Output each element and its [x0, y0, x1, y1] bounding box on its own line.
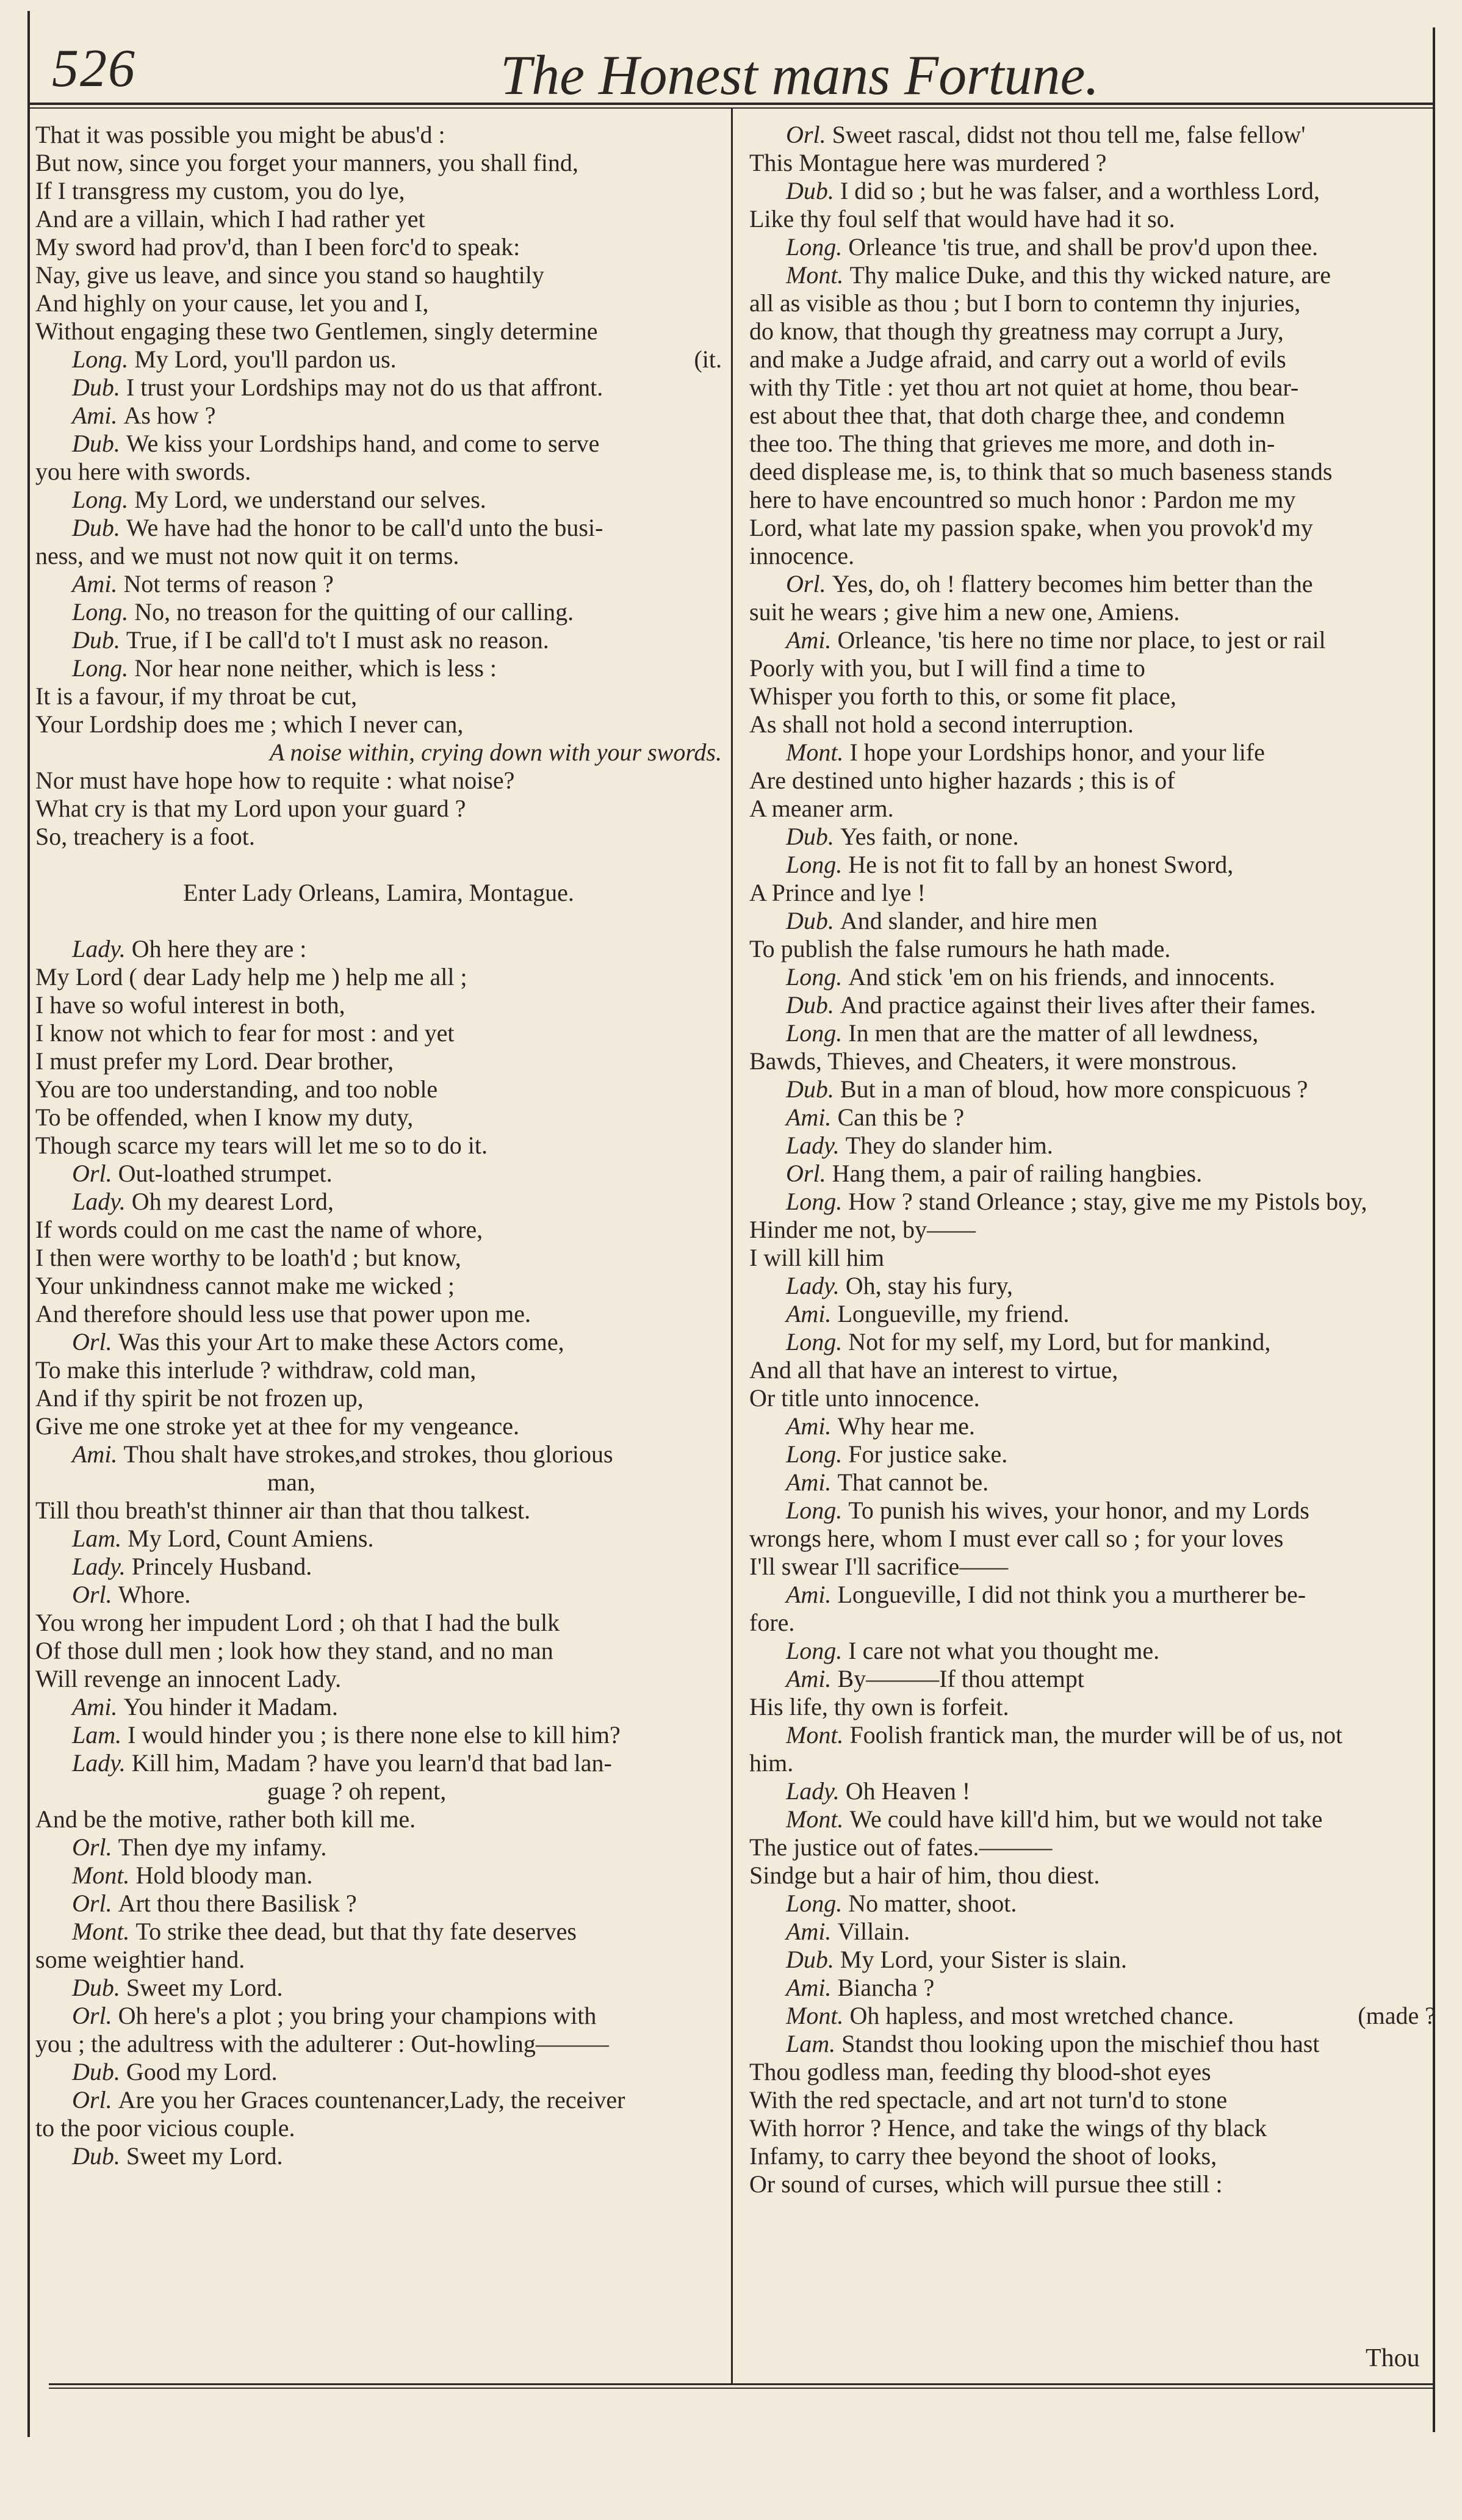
- speaker-name: Long.: [786, 851, 849, 878]
- speaker-name: Lady.: [786, 1777, 846, 1805]
- verse-line: Poorly with you, but I will find a time to: [749, 654, 1145, 682]
- verse-line: Infamy, to carry thee beyond the shoot of looks,: [749, 2142, 1217, 2170]
- page-number: 526: [52, 39, 136, 98]
- verse-line: To make this interlude ? withdraw, cold man,: [35, 1356, 477, 1384]
- speaker-name: Long.: [786, 1328, 849, 1356]
- speech-line: [35, 402, 722, 430]
- speaker-name: Dub.: [72, 2058, 126, 2085]
- verse-line: Your unkindness cannot make me wicked ;: [35, 1272, 455, 1299]
- speech-line: [35, 514, 722, 542]
- verse-line: guage ? oh repent,: [267, 1777, 447, 1805]
- speaker-name: Orl.: [786, 570, 832, 598]
- speaker-name: Dub.: [72, 374, 126, 401]
- speech-line: [749, 2030, 1436, 2058]
- speaker-name: Long.: [786, 963, 849, 991]
- speech-line: [35, 1974, 722, 2002]
- verse-line: As shall not hold a second interruption.: [749, 710, 1134, 738]
- speech-text: Oh here's a plot ; you bring your champions with: [118, 2002, 597, 2029]
- verse-line: Nor must have hope how to requite : what noise?: [35, 767, 515, 794]
- speaker-name: Dub.: [786, 907, 840, 934]
- verse-line: to the poor vicious couple.: [35, 2114, 295, 2142]
- speech-text: Oh hapless, and most wretched chance.: [849, 2002, 1234, 2029]
- speech-line: [749, 1918, 1436, 1946]
- speech-text: Why hear me.: [837, 1412, 975, 1440]
- speech-line: [35, 345, 722, 374]
- speaker-name: Ami.: [786, 1468, 838, 1496]
- speech-line: [749, 1188, 1436, 1216]
- speech-line: [749, 1890, 1436, 1918]
- scene-heading: Enter Lady Orleans, Lamira, Montague.: [183, 879, 574, 906]
- speech-text: By———If thou attempt: [837, 1665, 1084, 1692]
- verse-line: And all that have an interest to virtue,: [749, 1356, 1118, 1384]
- speech-text: Out-loathed strumpet.: [118, 1160, 333, 1187]
- speaker-name: Lady.: [72, 1553, 132, 1580]
- speech-text: And practice against their lives after their fames.: [840, 991, 1316, 1019]
- speaker-name: Orl.: [72, 1890, 118, 1917]
- speaker-name: Orl.: [72, 1160, 118, 1187]
- speaker-name: Dub.: [72, 2142, 126, 2170]
- speech-text: I did so ; but he was falser, and a worthless Lord,: [840, 177, 1320, 204]
- speech-text: Orleance 'tis true, and shall be prov'd upon thee.: [848, 233, 1318, 261]
- speaker-name: Dub.: [72, 430, 126, 457]
- speech-text: Longueville, my friend.: [837, 1300, 1070, 1327]
- speech-line: [749, 1805, 1436, 1833]
- speaker-name: Mont.: [786, 261, 850, 289]
- speech-line: [749, 261, 1436, 289]
- verse-line: Nay, give us leave, and since you stand so haughtily: [35, 261, 544, 289]
- verse-line: Till thou breath'st thinner air than that thou talkest.: [35, 1496, 531, 1524]
- speaker-name: Mont.: [786, 2002, 850, 2029]
- verse-line: But now, since you forget your manners, you shall find,: [35, 149, 578, 176]
- speech-text: Thy malice Duke, and this thy wicked nature, are: [849, 261, 1331, 289]
- speech-line: [749, 1468, 1436, 1496]
- verse-line: And highly on your cause, let you and I,: [35, 289, 429, 317]
- speech-text: Orleance, 'tis here no time nor place, to jest or rail: [837, 626, 1326, 654]
- speech-text: We could have kill'd him, but we would not take: [849, 1805, 1323, 1833]
- speech-text: Biancha ?: [837, 1974, 935, 2001]
- speech-text: Sweet my Lord.: [126, 1974, 283, 2001]
- speech-line: [35, 1188, 722, 1216]
- speech-text: In men that are the matter of all lewdness,: [848, 1019, 1259, 1047]
- verse-line: You are too understanding, and too noble: [35, 1075, 438, 1103]
- speech-line: [749, 1272, 1436, 1300]
- speech-line: [749, 1103, 1436, 1132]
- verse-line: With horror ? Hence, and take the wings of thy black: [749, 2114, 1267, 2142]
- speaker-name: Lady.: [786, 1272, 846, 1299]
- verse-line: Or title unto innocence.: [749, 1384, 980, 1412]
- speaker-name: Dub.: [786, 1075, 840, 1103]
- speaker-name: Dub.: [72, 626, 126, 654]
- verse-line: I'll swear I'll sacrifice——: [749, 1553, 1009, 1580]
- verse-line: A meaner arm.: [749, 795, 894, 822]
- speech-text: How ? stand Orleance ; stay, give me my Pistols boy,: [848, 1188, 1367, 1215]
- speech-line: [35, 430, 722, 458]
- speaker-name: Ami.: [72, 1440, 124, 1468]
- speech-text: Longueville, I did not think you a murtherer be-: [837, 1581, 1306, 1608]
- speech-text: I hope your Lordships honor, and your life: [849, 738, 1265, 766]
- speaker-name: Ami.: [72, 570, 124, 598]
- speech-line: [749, 907, 1436, 935]
- speech-line: [749, 1777, 1436, 1805]
- speech-line: [35, 2086, 722, 2114]
- verse-line: This Montague here was murdered ?: [749, 149, 1107, 176]
- speaker-name: Long.: [786, 233, 849, 261]
- speech-line: [749, 570, 1436, 598]
- speaker-name: Mont.: [786, 738, 850, 766]
- column-divider: [731, 109, 733, 2385]
- speaker-name: Orl.: [72, 1833, 118, 1861]
- speech-line: [35, 1918, 722, 1946]
- verse-line: Without engaging these two Gentlemen, singly determine: [35, 317, 598, 345]
- speech-line: [749, 233, 1436, 261]
- verse-line: Your Lordship does me ; which I never can,: [35, 710, 464, 738]
- speech-line: [749, 1721, 1436, 1749]
- speaker-name: Long.: [786, 1637, 849, 1664]
- running-title: The Honest mans Fortune.: [500, 44, 1100, 106]
- verse-line: What cry is that my Lord upon your guard ?: [35, 795, 466, 822]
- speech-text: Oh Heaven !: [845, 1777, 971, 1805]
- speech-line: [35, 1328, 722, 1356]
- speaker-name: Long.: [72, 486, 135, 513]
- verse-line: A Prince and lye !: [749, 879, 926, 906]
- speaker-name: Mont.: [72, 1861, 136, 1889]
- speech-text: You hinder it Madam.: [123, 1693, 338, 1720]
- verse-line: Bawds, Thieves, and Cheaters, it were monstrous.: [749, 1047, 1237, 1075]
- speech-line: [35, 1721, 722, 1749]
- speech-text: Oh, stay his fury,: [845, 1272, 1013, 1299]
- speech-line: [749, 738, 1436, 767]
- speech-line: [35, 486, 722, 514]
- speech-line: [35, 2002, 722, 2030]
- verse-line: you here with swords.: [35, 458, 251, 485]
- verse-line: fore.: [749, 1609, 795, 1636]
- verse-line: I must prefer my Lord. Dear brother,: [35, 1047, 394, 1075]
- speech-line: [35, 1525, 722, 1553]
- verse-line: The justice out of fates.———: [749, 1833, 1053, 1861]
- speaker-name: Long.: [786, 1890, 849, 1917]
- speech-text: My Lord, you'll pardon us.: [134, 345, 397, 373]
- turnover-text: (it.: [694, 345, 722, 373]
- speech-text: Foolish frantick man, the murder will be of us, not: [849, 1721, 1343, 1749]
- speaker-name: Ami.: [786, 1300, 838, 1327]
- speaker-name: Lady.: [72, 935, 132, 962]
- speech-text: And slander, and hire men: [840, 907, 1098, 934]
- speech-line: [749, 2002, 1436, 2030]
- speech-text: Not terms of reason ?: [123, 570, 334, 598]
- verse-line: Thou godless man, feeding thy blood-shot eyes: [749, 2058, 1211, 2085]
- speech-text: My Lord, your Sister is slain.: [840, 1946, 1127, 1973]
- turnover-text: (made ?: [1358, 2002, 1436, 2029]
- speech-text: Kill him, Madam ? have you learn'd that bad lan-: [131, 1749, 612, 1777]
- verse-line: I know not which to fear for most : and yet: [35, 1019, 455, 1047]
- speech-line: [749, 1581, 1436, 1609]
- speaker-name: Long.: [786, 1440, 849, 1468]
- speaker-name: Ami.: [786, 1918, 838, 1945]
- speech-line: [749, 1496, 1436, 1525]
- verse-line: Hinder me not, by——: [749, 1216, 976, 1243]
- verse-line: I have so woful interest in both,: [35, 991, 345, 1019]
- speech-line: [749, 1132, 1436, 1160]
- verse-line: you ; the adultress with the adulterer : Out-howling———: [35, 2030, 609, 2057]
- speech-text: Hang them, a pair of railing hangbies.: [832, 1160, 1203, 1187]
- verse-line: And if thy spirit be not frozen up,: [35, 1384, 364, 1412]
- verse-line: thee too. The thing that grieves me more, and doth in-: [749, 430, 1275, 457]
- verse-line: To be offended, when I know my duty,: [35, 1103, 414, 1131]
- catchword: Thou: [1366, 2344, 1420, 2372]
- speech-line: [749, 1160, 1436, 1188]
- verse-line: You wrong her impudent Lord ; oh that I had the bulk: [35, 1609, 560, 1636]
- verse-line: It is a favour, if my throat be cut,: [35, 682, 358, 710]
- speech-text: That cannot be.: [837, 1468, 989, 1496]
- speech-line: [35, 1581, 722, 1609]
- speech-text: To strike thee dead, but that thy fate deserves: [135, 1918, 577, 1945]
- verse-line: To publish the false rumours he hath made.: [749, 935, 1171, 962]
- verse-line: with thy Title : yet thou art not quiet at home, thou bear-: [749, 374, 1299, 401]
- verse-line: innocence.: [749, 542, 855, 569]
- speaker-name: Orl.: [72, 2086, 118, 2114]
- frame-left-rule: [27, 11, 30, 2437]
- speaker-name: Dub.: [72, 514, 126, 541]
- speech-line: [35, 654, 722, 682]
- speaker-name: Lam.: [786, 2030, 842, 2057]
- speaker-name: Ami.: [786, 1974, 838, 2001]
- speaker-name: Ami.: [786, 1412, 838, 1440]
- speech-text: Art thou there Basilisk ?: [118, 1890, 357, 1917]
- speech-line: [749, 177, 1436, 205]
- speech-line: [35, 935, 722, 963]
- speech-line: [35, 1861, 722, 1890]
- right-column: [749, 121, 1436, 2198]
- speech-line: [749, 1075, 1436, 1103]
- speech-text: Sweet my Lord.: [126, 2142, 283, 2170]
- speech-text: Good my Lord.: [126, 2058, 278, 2085]
- speech-line: [35, 1749, 722, 1777]
- verse-line: est about thee that, that doth charge thee, and condemn: [749, 402, 1285, 429]
- speech-line: [749, 121, 1436, 149]
- speech-line: [749, 823, 1436, 851]
- speech-text: Sweet rascal, didst not thou tell me, false fellow': [832, 121, 1306, 148]
- speech-text: Whore.: [118, 1581, 191, 1608]
- speaker-name: Ami.: [786, 1581, 838, 1608]
- speech-line: [35, 598, 722, 626]
- speaker-name: Long.: [786, 1496, 849, 1524]
- speech-line: [749, 1665, 1436, 1693]
- footer-rule: [49, 2383, 1434, 2385]
- speaker-name: Lady.: [72, 1749, 132, 1777]
- verse-line: wrongs here, whom I must ever call so ; for your loves: [749, 1525, 1284, 1552]
- speech-text: Are you her Graces countenancer,Lady, the receiver: [118, 2086, 625, 2114]
- verse-line: And therefore should less use that power upon me.: [35, 1300, 531, 1327]
- speech-line: [749, 626, 1436, 654]
- speech-line: [35, 2142, 722, 2170]
- speaker-name: Orl.: [72, 2002, 118, 2029]
- speech-line: [749, 1974, 1436, 2002]
- verse-line: Or sound of curses, which will pursue thee still :: [749, 2170, 1223, 2198]
- speech-text: My Lord, we understand our selves.: [134, 486, 486, 513]
- verse-line: That it was possible you might be abus'd :: [35, 121, 445, 148]
- speech-text: Oh my dearest Lord,: [131, 1188, 334, 1215]
- speech-text: No, no treason for the quitting of our calling.: [134, 598, 574, 626]
- speech-text: Villain.: [837, 1918, 910, 1945]
- verse-line: If I transgress my custom, you do lye,: [35, 177, 405, 204]
- verse-line: If words could on me cast the name of whore,: [35, 1216, 483, 1243]
- speech-line: [35, 570, 722, 598]
- speech-text: Princely Husband.: [131, 1553, 312, 1580]
- speech-text: My Lord, Count Amiens.: [128, 1525, 374, 1552]
- speech-text: Thou shalt have strokes,and strokes, thou glorious: [123, 1440, 613, 1468]
- verse-line: Give me one stroke yet at thee for my vengeance.: [35, 1412, 520, 1440]
- speech-text: Hold bloody man.: [135, 1861, 313, 1889]
- verse-line: So, treachery is a foot.: [35, 823, 255, 850]
- speaker-name: Dub.: [786, 823, 840, 850]
- verse-line: I will kill him: [749, 1244, 885, 1271]
- speech-line: [749, 1440, 1436, 1468]
- speech-text: To punish his wives, your honor, and my Lords: [848, 1496, 1309, 1524]
- verse-line: And be the motive, rather both kill me.: [35, 1805, 416, 1833]
- speech-line: [749, 1412, 1436, 1440]
- verse-line: some weightier hand.: [35, 1946, 245, 1973]
- speaker-name: Ami.: [786, 626, 838, 654]
- speaker-name: Dub.: [786, 1946, 840, 1973]
- speech-text: But in a man of bloud, how more conspicuous ?: [840, 1075, 1308, 1103]
- verse-line: I then were worthy to be loath'd ; but know,: [35, 1244, 461, 1271]
- verse-line: Of those dull men ; look how they stand, and no man: [35, 1637, 553, 1664]
- speech-text: Nor hear none neither, which is less :: [134, 654, 497, 682]
- speech-line: [749, 1300, 1436, 1328]
- speech-text: We kiss your Lordships hand, and come to serve: [126, 430, 600, 457]
- speaker-name: Long.: [786, 1019, 849, 1047]
- footer-rule-thin: [49, 2388, 1434, 2389]
- verse-line: Whisper you forth to this, or some fit place,: [749, 682, 1176, 710]
- verse-line: Though scarce my tears will let me so to do it.: [35, 1132, 488, 1159]
- speech-line: [749, 1637, 1436, 1665]
- speaker-name: Lady.: [72, 1188, 132, 1215]
- speech-text: For justice sake.: [848, 1440, 1008, 1468]
- speech-text: He is not fit to fall by an honest Sword,: [848, 851, 1234, 878]
- speaker-name: Orl.: [72, 1581, 118, 1608]
- stage-direction: A noise within, crying down with your swords.: [269, 738, 722, 766]
- speech-text: Not for my self, my Lord, but for mankind,: [848, 1328, 1271, 1356]
- speech-line: [35, 626, 722, 654]
- speech-line: [749, 1946, 1436, 1974]
- speaker-name: Orl.: [786, 1160, 832, 1187]
- speech-line: [35, 1553, 722, 1581]
- speaker-name: Mont.: [72, 1918, 136, 1945]
- speaker-name: Long.: [72, 345, 135, 373]
- verse-line: And are a villain, which I had rather yet: [35, 205, 425, 233]
- speech-text: I would hinder you ; is there none else to kill him?: [128, 1721, 621, 1749]
- speech-line: [35, 1693, 722, 1721]
- speech-line: [35, 374, 722, 402]
- speech-line: [35, 1890, 722, 1918]
- speech-text: No matter, shoot.: [848, 1890, 1017, 1917]
- speech-text: Yes faith, or none.: [840, 823, 1019, 850]
- speech-line: [35, 2058, 722, 2086]
- left-column: [35, 121, 722, 2170]
- speech-line: [749, 1019, 1436, 1047]
- verse-line: His life, thy own is forfeit.: [749, 1693, 1009, 1720]
- speaker-name: Dub.: [786, 177, 840, 204]
- speech-text: And stick 'em on his friends, and innocents.: [848, 963, 1275, 991]
- verse-line: My Lord ( dear Lady help me ) help me all ;: [35, 963, 467, 991]
- verse-line: With the red spectacle, and art not turn'd to stone: [749, 2086, 1228, 2114]
- verse-line: all as visible as thou ; but I born to contemn thy injuries,: [749, 289, 1301, 317]
- speech-text: Standst thou looking upon the mischief thou hast: [841, 2030, 1320, 2057]
- speaker-name: Orl.: [72, 1328, 118, 1356]
- speech-line: [749, 991, 1436, 1019]
- speaker-name: Lam.: [72, 1525, 128, 1552]
- speech-line: [35, 1440, 722, 1468]
- speaker-name: Long.: [72, 598, 135, 626]
- verse-line: man,: [267, 1468, 315, 1496]
- speech-text: Oh here they are :: [131, 935, 307, 962]
- speaker-name: Dub.: [786, 991, 840, 1019]
- speaker-name: Orl.: [786, 121, 832, 148]
- speech-text: They do slander him.: [845, 1132, 1053, 1159]
- verse-line: Lord, what late my passion spake, when you provok'd my: [749, 514, 1313, 541]
- speech-line: [749, 1328, 1436, 1356]
- speaker-name: Ami.: [72, 1693, 124, 1720]
- verse-line: My sword had prov'd, than I been forc'd to speak:: [35, 233, 520, 261]
- speech-text: I care not what you thought me.: [848, 1637, 1160, 1664]
- speech-text: I trust your Lordships may not do us that affront.: [126, 374, 603, 401]
- speaker-name: Dub.: [72, 1974, 126, 2001]
- verse-line: Like thy foul self that would have had it so.: [749, 205, 1175, 233]
- speaker-name: Long.: [72, 654, 135, 682]
- verse-line: and make a Judge afraid, and carry out a world of evils: [749, 345, 1286, 373]
- speech-text: We have had the honor to be call'd unto the busi-: [126, 514, 603, 541]
- verse-line: ness, and we must not now quit it on terms.: [35, 542, 459, 569]
- speech-line: [749, 963, 1436, 991]
- speech-text: True, if I be call'd to't I must ask no reason.: [126, 626, 549, 654]
- verse-line: Will revenge an innocent Lady.: [35, 1665, 342, 1692]
- speech-text: Can this be ?: [837, 1103, 965, 1131]
- speaker-name: Ami.: [786, 1665, 838, 1692]
- verse-line: do know, that though thy greatness may corrupt a Jury,: [749, 317, 1284, 345]
- speech-line: [35, 1833, 722, 1861]
- speaker-name: Ami.: [786, 1103, 838, 1131]
- speaker-name: Lady.: [786, 1132, 846, 1159]
- speaker-name: Lam.: [72, 1721, 128, 1749]
- speaker-name: Long.: [786, 1188, 849, 1215]
- speech-line: [35, 1160, 722, 1188]
- verse-line: deed displease me, is, to think that so much baseness stands: [749, 458, 1333, 485]
- verse-line: Are destined unto higher hazards ; this is of: [749, 767, 1175, 794]
- verse-line: him.: [749, 1749, 794, 1777]
- speech-text: As how ?: [123, 402, 216, 429]
- verse-line: here to have encountred so much honor : Pardon me my: [749, 486, 1296, 513]
- speech-text: Then dye my infamy.: [118, 1833, 327, 1861]
- speaker-name: Ami.: [72, 402, 124, 429]
- speech-text: Yes, do, oh ! flattery becomes him better than the: [832, 570, 1313, 598]
- speaker-name: Mont.: [786, 1805, 850, 1833]
- speaker-name: Mont.: [786, 1721, 850, 1749]
- verse-line: Sindge but a hair of him, thou diest.: [749, 1861, 1100, 1889]
- verse-line: suit he wears ; give him a new one, Amiens.: [749, 598, 1180, 626]
- speech-text: Was this your Art to make these Actors come,: [118, 1328, 564, 1356]
- speech-line: [749, 851, 1436, 879]
